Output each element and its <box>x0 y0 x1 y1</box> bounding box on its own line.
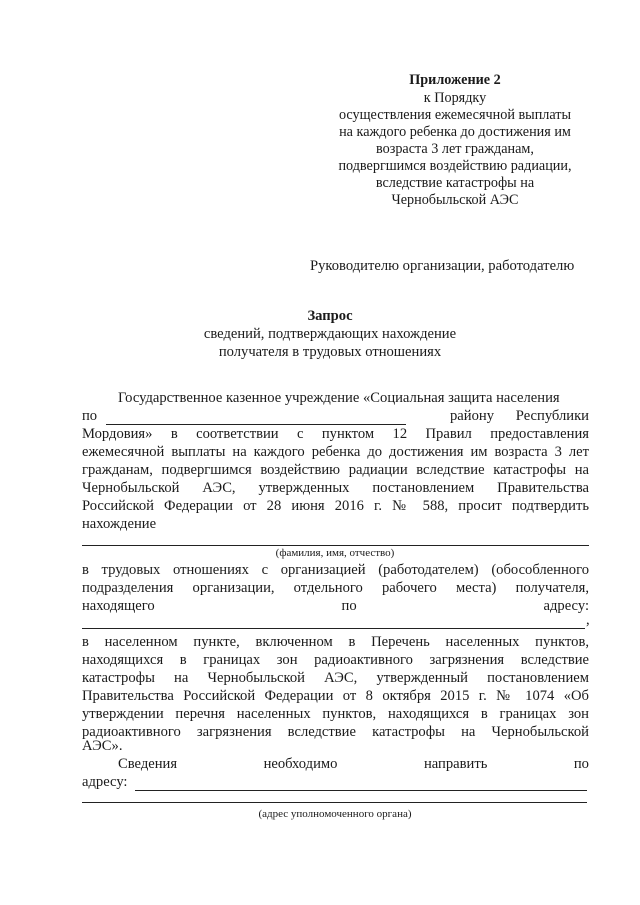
word-adresu-2: адресу: <box>82 774 128 790</box>
address-blank-line <box>82 628 585 629</box>
word-napravit: направить <box>423 756 488 772</box>
paragraph-3-line-5: утверждении перечня населенных пунктов, находящихся в границах зон <box>82 706 589 722</box>
org-address-caption: (адрес уполномоченного органа) <box>258 808 412 820</box>
paragraph-1-line-5: гражданам, подвергшимся воздействию радиации вследствие катастрофы на <box>82 462 589 478</box>
word-neobkhodimo: необходимо <box>263 756 338 772</box>
paragraph-3-last: АЭС». <box>82 738 123 754</box>
appendix-line-5: подвергшимся воздействию радиации, <box>338 158 572 174</box>
word-po-3: по <box>573 756 589 772</box>
address-comma: , <box>586 612 590 628</box>
district-blank-line <box>106 424 406 425</box>
word-po-2: по <box>341 598 357 614</box>
paragraph-1-line-1: Государственное казенное учреждение «Социальная защита населения <box>118 390 560 406</box>
fio-caption: (фамилия, имя, отчество) <box>275 547 395 559</box>
paragraph-2-line-2: подразделения организации, отдельного рабочего места) получателя, <box>82 580 589 596</box>
appendix-line-2: осуществления ежемесячной выплаты <box>338 107 572 123</box>
appendix-line-4: возраста 3 лет гражданам, <box>376 141 534 157</box>
paragraph-1-line-7: Российской Федерации от 28 июня 2016 г. № 588, просит подтвердить <box>82 498 589 514</box>
word-adresu: адресу: <box>543 598 589 614</box>
paragraph-1-last: нахождение <box>82 516 157 532</box>
word-rayon: району Республики <box>450 408 589 424</box>
fio-blank-line <box>82 545 589 546</box>
appendix-line-3: на каждого ребенка до достижения им <box>339 124 571 140</box>
paragraph-3-line-1: в населенном пункте, включенном в Перечень населенных пунктов, <box>82 634 589 650</box>
addressee: Руководителю организации, работодателю <box>310 258 575 274</box>
appendix-title: Приложение 2 <box>409 72 501 88</box>
request-title: Запрос <box>307 308 353 324</box>
request-subtitle-2: получателя в трудовых отношениях <box>218 344 442 360</box>
paragraph-1-line-6: Чернобыльской АЭС, утвержденных постановлением Правительства <box>82 480 589 496</box>
paragraph-3-line-4: Правительства Российской Федерации от 8 октября 2015 г. № 1074 «Об <box>82 688 589 704</box>
paragraph-2-line-3 <box>82 598 589 615</box>
paragraph-3-line-6: радиоактивного загрязнения вследствие катастрофы на Чернобыльской <box>82 724 589 740</box>
paragraph-2-line-1: в трудовых отношениях с организацией (работодателем) (обособленного <box>82 562 589 578</box>
word-nakhodyashchego: находящего <box>82 598 155 614</box>
paragraph-3-line-3: катастрофы на Чернобыльской АЭС, утвержденный постановлением <box>82 670 589 686</box>
paragraph-3-line-2: находящихся в границах зон радиоактивного загрязнения вследствие <box>82 652 589 668</box>
word-po: по <box>82 408 98 424</box>
appendix-line-6: вследствие катастрофы на <box>375 175 535 191</box>
paragraph-4-line-1 <box>118 756 589 773</box>
request-subtitle-1: сведений, подтверждающих нахождение <box>203 326 457 342</box>
appendix-line-7: Чернобыльской АЭС <box>391 192 519 208</box>
appendix-line-1: к Порядку <box>423 90 487 106</box>
org-address-blank-line-2 <box>82 802 587 803</box>
paragraph-1-line-3: Мордовия» в соответствии с пунктом 12 Правил предоставления <box>82 426 589 442</box>
word-svedeniya: Сведения <box>118 756 178 772</box>
paragraph-1-line-4: ежемесячной выплаты на каждого ребенка до достижения им возраста 3 лет <box>82 444 589 460</box>
org-address-blank-line-1 <box>135 790 587 791</box>
